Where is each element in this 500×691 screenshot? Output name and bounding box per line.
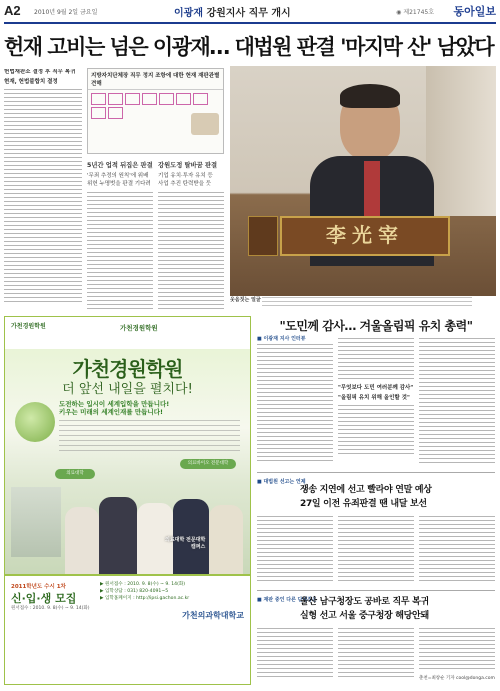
body-text bbox=[419, 338, 495, 464]
ad-footer bbox=[5, 574, 250, 685]
gavel-illustration bbox=[191, 113, 219, 135]
ruling-column-3 bbox=[419, 516, 495, 584]
ruling-column-2 bbox=[338, 516, 414, 584]
ruling-headline-2: 27일 이전 유죄판결 땐 내달 보선 bbox=[300, 499, 427, 509]
ad-body-line2: 키우는 미래의 세계인재를 만듭니다! bbox=[59, 408, 163, 416]
section-divider bbox=[257, 590, 495, 591]
flag-backdrop bbox=[426, 66, 496, 216]
interview-column-2 bbox=[338, 338, 414, 464]
student-figure bbox=[209, 505, 243, 577]
judge-cell bbox=[91, 107, 106, 119]
judge-cell bbox=[159, 93, 174, 105]
contact-phone: ▶ 입학상담 : 031) 820-4091~5 bbox=[100, 589, 169, 594]
caption-title: 웃음짓는 얼굴 bbox=[230, 297, 261, 303]
ruling-headline-1: 쟁송 지연에 선고 빨라야 연말 예상 bbox=[300, 485, 432, 495]
photo-caption bbox=[230, 297, 496, 307]
subhead-2: 현재, 헌법불합치 결정 bbox=[4, 79, 58, 85]
main-headline: 헌재 고비는 넘은 이광재… 대법원 판결 '마지막 산' 남았다 bbox=[4, 35, 494, 59]
student-figure bbox=[65, 507, 99, 577]
body-text bbox=[338, 628, 414, 680]
interview-headline: "도민께 감사… 겨울올림픽 유치 총력" bbox=[279, 319, 473, 333]
interview-column-1 bbox=[257, 344, 333, 464]
portrait-tie bbox=[364, 161, 380, 216]
interview-column-3 bbox=[419, 338, 495, 464]
body-text bbox=[4, 89, 82, 304]
body-text bbox=[87, 192, 153, 309]
other-heads-column-3 bbox=[419, 628, 495, 672]
body-text bbox=[419, 516, 495, 584]
ad-body-lead: 도전하는 입시이 세계입학을 만듭니다! bbox=[59, 400, 170, 408]
newspaper-logo[interactable]: 동아일보 bbox=[453, 5, 496, 18]
article-column-1 bbox=[4, 69, 82, 309]
judge-cell bbox=[108, 93, 123, 105]
interview-quote-1: "무엇보다 도민 여러분께 감사" bbox=[338, 385, 414, 391]
globe-icon bbox=[15, 402, 55, 442]
body-text bbox=[338, 516, 414, 584]
chart-title: 지방자치단체장 직무 정지 조항에 대한 헌재 재판관별 견해 bbox=[88, 69, 223, 90]
ad-body-text bbox=[59, 420, 240, 454]
interview-tag: ■ 이광재 지사 인터뷰 bbox=[257, 336, 306, 342]
student-figure bbox=[99, 497, 137, 577]
pull-quote-2-title: 강원도정 탈바꿈 판결 bbox=[158, 162, 218, 169]
other-heads-headline-2: 실형 선고 서울 중구청장 해당안돼 bbox=[300, 611, 429, 621]
other-heads-column-1 bbox=[257, 628, 333, 680]
article-column-3 bbox=[158, 192, 224, 309]
other-heads-tag: ■ 재판 중인 다른 단체장은 bbox=[257, 597, 317, 603]
students-group bbox=[65, 492, 245, 577]
ad-body bbox=[59, 401, 240, 454]
admission-dates: 원서접수 : 2010. 9. 8(수) ~ 9. 14(화) bbox=[11, 606, 90, 611]
body-text bbox=[158, 192, 224, 309]
section-rest: 강원지사 직무 개시 bbox=[202, 8, 291, 19]
pull-quote-2 bbox=[158, 162, 224, 188]
ad-badge-right: 의료바이오 전문대학 bbox=[180, 459, 236, 469]
pull-quote-2-body: 기업 유치·투자 유치 등 사업 추진 탄력받을 듯 bbox=[158, 173, 213, 187]
judge-cell bbox=[142, 93, 157, 105]
section-divider bbox=[257, 472, 495, 473]
governor-photo bbox=[230, 66, 496, 296]
page-number: A2 bbox=[4, 3, 21, 18]
byline: 춘천=최창순 기자 cool@donga.com bbox=[419, 676, 495, 681]
other-heads-column-2 bbox=[338, 628, 414, 680]
pull-quote-1 bbox=[87, 162, 153, 188]
campus-building bbox=[11, 487, 61, 557]
body-text bbox=[257, 344, 333, 464]
ad-badge-left: 의료대학 bbox=[55, 469, 95, 479]
pull-quote-1-title: 5년간 업적 뒤집은 판결 bbox=[87, 162, 153, 169]
judge-cell bbox=[176, 93, 191, 105]
portrait-hair bbox=[340, 84, 400, 108]
judges-opinion-chart bbox=[87, 68, 224, 154]
admission-year: 2011학년도 수시 1차 bbox=[11, 584, 66, 590]
body-text bbox=[338, 338, 414, 382]
caption-text bbox=[262, 297, 472, 307]
masthead-rule bbox=[4, 22, 496, 24]
interview-quote-2: "올림픽 유치 위해 올인할 것" bbox=[338, 395, 410, 401]
other-heads-headline-1: 울산 남구청장도 공바로 직무 복귀 bbox=[300, 597, 429, 607]
section-name: 이광재 bbox=[174, 8, 203, 19]
ruling-tag: ■ 대법원 선고는 언제 bbox=[257, 479, 306, 485]
admission-title: 신·입·생 모집 bbox=[11, 592, 77, 605]
pull-quote-1-body: '무죄 추정의 원칙'에 위배 위헌 누명벗을 판결 기다려 bbox=[87, 173, 151, 187]
body-text bbox=[419, 628, 495, 672]
college-name: 가천의과학대학교 bbox=[182, 611, 244, 620]
judge-cell bbox=[125, 93, 140, 105]
ad-subtitle: 더 앞선 내일을 펼치다! bbox=[62, 382, 193, 397]
body-text bbox=[257, 628, 333, 680]
ad-title: 가천경원학원 bbox=[72, 357, 183, 381]
body-text bbox=[338, 405, 414, 455]
contact-url[interactable]: ▶ 입학홈페이지 : http://ipsi.gachon.ac.kr bbox=[100, 596, 190, 601]
judge-cell bbox=[108, 107, 123, 119]
judge-cell bbox=[193, 93, 208, 105]
university-advertisement[interactable] bbox=[4, 316, 251, 685]
ruling-column-1 bbox=[257, 516, 333, 584]
subhead-1: 헌법재판소 결정 후 직무 복귀 bbox=[4, 69, 76, 75]
body-text bbox=[257, 516, 333, 584]
judge-cell bbox=[91, 93, 106, 105]
campus-label: 의료대학 전문대학 캠퍼스 bbox=[165, 537, 206, 550]
ad-contact bbox=[100, 581, 189, 602]
contact-apply: ▶ 원서접수 : 2010. 9. 8(수) ~ 9. 14(화) bbox=[100, 582, 186, 587]
ad-logo-small: 가천경원학원 bbox=[11, 323, 46, 330]
issue-number: ◉ 제21745호 bbox=[396, 9, 434, 16]
section-title bbox=[174, 4, 291, 19]
issue-date: 2010년 9월 2일 금요일 bbox=[34, 9, 98, 16]
ad-logo-right: 가천경원학원 bbox=[120, 324, 158, 332]
name-plate: 李光宰 bbox=[280, 216, 450, 256]
article-column-2 bbox=[87, 192, 153, 309]
desk-plate-left bbox=[248, 216, 278, 256]
